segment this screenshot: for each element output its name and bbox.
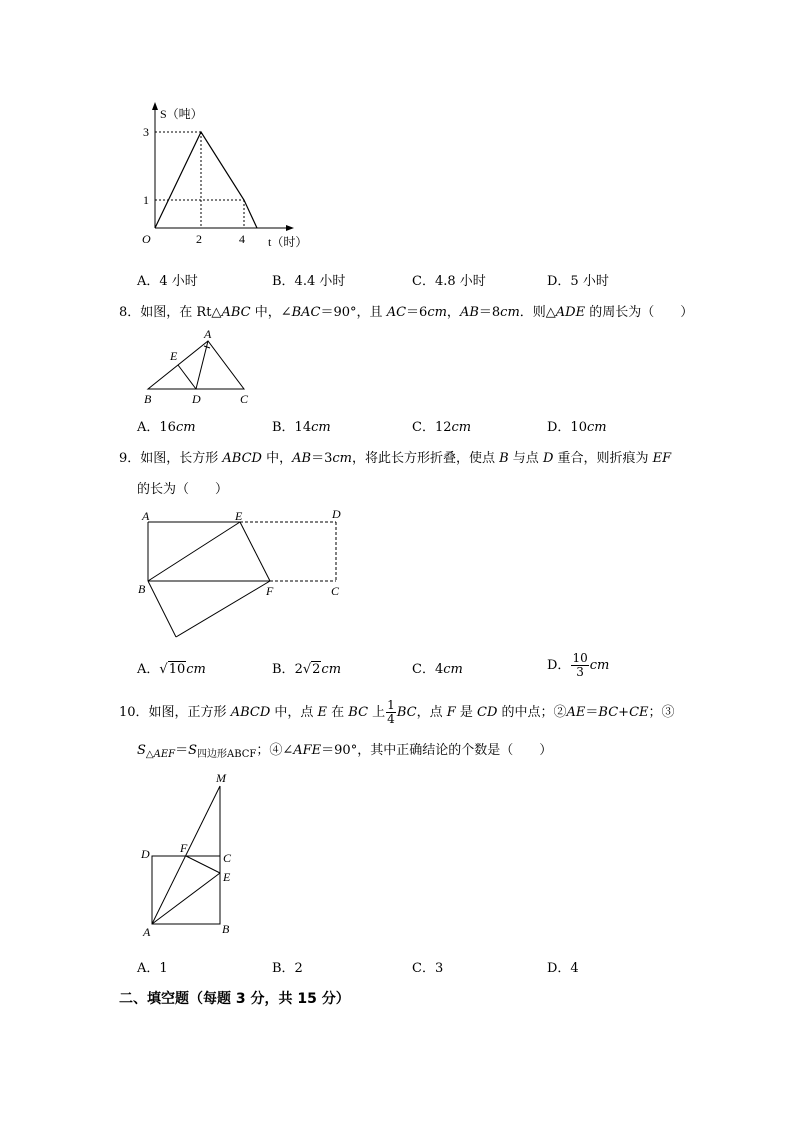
q8-option-d[interactable] (547, 416, 607, 435)
label-e: E (170, 349, 178, 363)
unit: cm (443, 662, 463, 677)
q10-question-line2 (137, 739, 552, 760)
sqrt-symbol: √2 (302, 662, 321, 677)
square-abcd (152, 856, 220, 924)
q7-option-a[interactable]: A．4 小时 (137, 274, 198, 289)
q10-math: AE (566, 705, 586, 720)
label-d: D (332, 507, 341, 521)
q8-option-b-unit: cm (311, 420, 331, 435)
label-b: B (138, 582, 146, 596)
label-a: A (204, 327, 212, 341)
q8-math: cm (500, 305, 520, 320)
x-tick-2: 2 (196, 232, 202, 246)
q10-math: E (317, 705, 328, 720)
label-f: F (266, 584, 274, 598)
folded-edge-2 (176, 581, 270, 637)
q8-option-d-text: D．10 (547, 420, 587, 435)
subscript: 四边形ABCF (196, 749, 257, 760)
q10-text: 的中点；② (497, 705, 567, 720)
q8-triangle-figure (138, 328, 256, 408)
fraction (386, 699, 396, 726)
q8-option-b-text: B．14 (272, 420, 312, 435)
graph-line (155, 132, 257, 228)
q9-option-c-text: C．4 (412, 662, 444, 677)
fraction (571, 652, 588, 679)
q10-text: ＝90°，其中正确结论的个数是（ ） (321, 743, 553, 758)
q10-text: 上 (368, 705, 386, 720)
q10-math: BC (598, 705, 619, 720)
q9-option-b-prefix: B． (272, 662, 295, 677)
q10-option-b[interactable]: B．2 (272, 961, 303, 976)
label-a: A (143, 925, 151, 939)
q8-math: BAC (291, 305, 321, 320)
q7-option-d[interactable]: D．5 小时 (547, 274, 609, 289)
q10-text: 是 (455, 705, 477, 720)
q9-option-c[interactable] (412, 658, 463, 677)
coefficient: 2 (294, 662, 303, 677)
q8-text: ， (446, 305, 460, 320)
q8-text: 中，∠ (250, 305, 292, 320)
q10-option-c[interactable]: C．3 (412, 961, 444, 976)
label-a: A (142, 509, 150, 523)
segment-be (148, 522, 240, 581)
q8-option-b[interactable] (272, 416, 331, 435)
q10-text: ＝ (585, 705, 599, 720)
y-tick-3: 3 (143, 125, 149, 139)
unit: cm (186, 662, 206, 677)
q9-number: 9． (119, 451, 141, 466)
segment-am (152, 786, 220, 924)
segment-ef (240, 522, 270, 581)
q8-math: ADE (555, 305, 586, 320)
folded-edge-1 (148, 581, 176, 637)
y-axis-label: S（吨） (160, 107, 203, 121)
q10-math: S (137, 743, 146, 758)
q10-text: 中，点 (270, 705, 318, 720)
q9-option-b[interactable] (272, 658, 341, 677)
q9-math: AB (292, 451, 312, 466)
q9-rectangle-figure (134, 505, 354, 645)
q8-option-c-unit: cm (451, 420, 472, 435)
subscript: △AEF (145, 749, 176, 760)
q9-option-a-prefix: A． (137, 662, 160, 677)
unit: cm (321, 662, 342, 677)
q10-option-a[interactable]: A．1 (137, 961, 168, 976)
segment-fe (186, 856, 220, 873)
q9-math: EF (652, 451, 672, 466)
q7-option-b[interactable]: B．4.4 小时 (272, 274, 346, 289)
q10-math: F (446, 705, 456, 720)
q8-math: cm (427, 305, 447, 320)
q8-number: 8． (119, 305, 141, 320)
q8-math: ABC (221, 305, 251, 320)
sqrt-symbol: √10 (159, 662, 186, 677)
q8-text: ＝6 (406, 305, 428, 320)
q10-number: 10． (119, 705, 149, 720)
y-axis-arrow (152, 102, 158, 110)
q9-math: cm (332, 451, 352, 466)
label-d: D (192, 392, 201, 406)
radicand: 2 (312, 662, 321, 677)
q9-option-a[interactable] (137, 658, 206, 677)
q10-text: ；③ (648, 705, 675, 720)
q9-question-line1 (119, 447, 671, 466)
q8-text: ．则△ (519, 305, 556, 320)
q10-math: BC (396, 705, 417, 720)
q8-text: ＝8 (478, 305, 501, 320)
q10-text: + (618, 705, 630, 720)
label-f: F (180, 841, 188, 855)
label-b: B (222, 922, 230, 936)
q9-text: ，将此长方形折叠，使点 (351, 451, 500, 466)
segment-ad (196, 341, 208, 389)
q9-text: 中， (261, 451, 293, 466)
numerator: 1 (387, 698, 395, 712)
q9-text: 重合，则折痕为 (553, 451, 653, 466)
x-axis-arrow (286, 225, 294, 231)
y-tick-1: 1 (143, 193, 149, 207)
q8-option-c[interactable] (412, 416, 471, 435)
q8-text: ＝90°，且 (320, 305, 387, 320)
q10-text: ＝ (175, 743, 189, 758)
label-c: C (223, 851, 232, 865)
q10-math: AFE (293, 743, 322, 758)
radicand: 10 (168, 662, 186, 677)
q7-option-c[interactable]: C．4.8 小时 (412, 274, 486, 289)
q9-math: B (499, 451, 509, 466)
q10-math: S (188, 743, 197, 758)
q8-option-d-unit: cm (586, 420, 607, 435)
label-e: E (223, 870, 231, 884)
x-axis-label: t（时） (268, 235, 308, 249)
q9-text: ＝3 (311, 451, 333, 466)
q10-math: ABCD (230, 705, 271, 720)
q10-option-d[interactable]: D．4 (547, 961, 579, 976)
q9-question-line2: 的长为（ ） (137, 482, 229, 497)
q8-math: AB (459, 305, 479, 320)
origin-label: O (142, 232, 151, 246)
x-tick-4: 4 (239, 232, 245, 246)
label-c: C (331, 584, 340, 598)
q8-option-a-text: A．16 (137, 420, 176, 435)
q10-text: 在 (327, 705, 349, 720)
numerator: 10 (572, 651, 588, 665)
segment-de (178, 365, 196, 389)
q8-text: 的周长为（ ） (585, 305, 694, 320)
q8-question (119, 301, 693, 320)
q9-option-d-prefix: D． (547, 658, 571, 673)
q8-text: 如图，在 Rt△ (140, 305, 222, 320)
q10-text: 如图，正方形 (148, 705, 231, 720)
q9-text: 与点 (508, 451, 543, 466)
q9-math: ABCD (222, 451, 262, 466)
q10-math: CE (629, 705, 649, 720)
q9-math: D (542, 451, 554, 466)
q9-text: 如图，长方形 (140, 451, 223, 466)
q10-question-line1 (119, 699, 675, 726)
q10-text: ；④∠ (256, 743, 294, 758)
q8-option-a[interactable] (137, 416, 196, 435)
label-c: C (240, 392, 249, 406)
denominator: 4 (387, 712, 395, 726)
label-b: B (144, 392, 152, 406)
section-heading: 二、填空题（每题 3 分，共 15 分） (119, 991, 350, 1007)
label-e: E (235, 509, 243, 523)
triangle-abc (148, 341, 244, 389)
q10-math: BC (348, 705, 369, 720)
q8-math: AC (386, 305, 407, 320)
unit: cm (589, 658, 610, 673)
q10-math: CD (477, 705, 498, 720)
q8-option-a-unit: cm (175, 420, 196, 435)
denominator: 3 (576, 665, 584, 679)
segment-ae (152, 873, 220, 924)
label-m: M (216, 771, 226, 785)
label-d: D (141, 847, 150, 861)
q8-option-c-text: C．12 (412, 420, 452, 435)
q10-text: ，点 (416, 705, 447, 720)
q7-graph (136, 100, 316, 260)
q9-option-d[interactable] (547, 652, 609, 679)
q10-square-figure (138, 770, 248, 942)
